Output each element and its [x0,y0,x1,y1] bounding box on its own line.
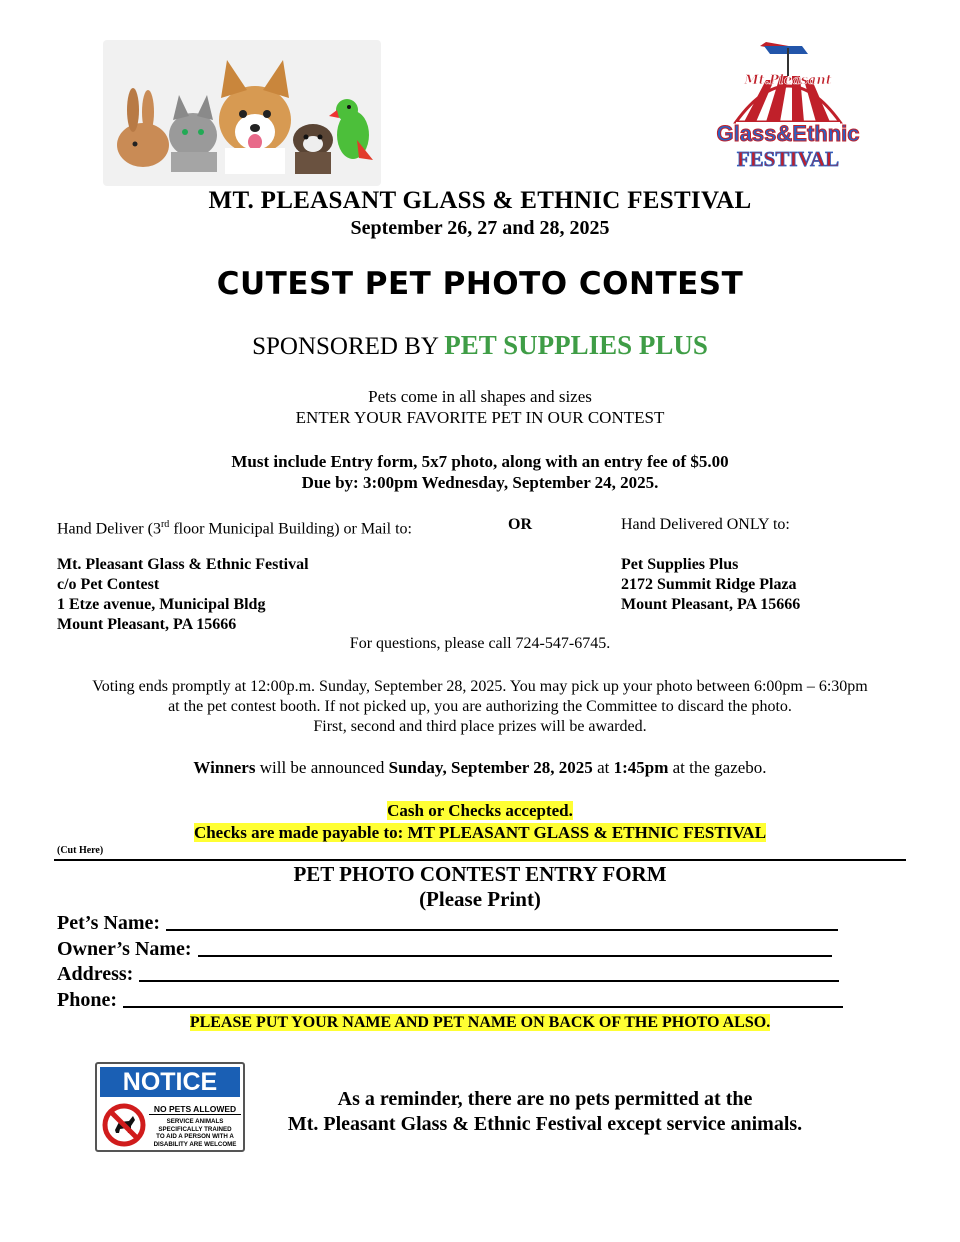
entry-form-heading [0,862,960,912]
service-line: DISABILITY ARE WELCOME [153,1140,237,1148]
logo-line3: FESTIVAL [736,147,840,171]
entry-form-title: PET PHOTO CONTEST ENTRY FORM [293,862,667,886]
notice-heading: NOTICE [100,1067,240,1097]
pets-image [103,40,381,186]
winners-text: at [592,758,614,777]
no-pets-notice-sign [95,1062,245,1152]
address-label: Address: [57,963,134,985]
festival-logo [708,40,873,180]
service-animals-text [149,1118,241,1148]
reminder-line-2: Mt. Pleasant Glass & Ethnic Festival except service animals. [287,1113,803,1135]
or-label: OR [508,516,532,533]
phone-line[interactable] [123,1006,843,1008]
service-line: SERVICE ANIMALS [166,1118,224,1125]
address-line: Pet Supplies Plus [621,556,739,573]
contest-title: CUTEST PET PHOTO CONTEST [216,266,744,302]
mail-address [57,555,309,635]
pet-name-label: Pet’s Name: [57,912,161,934]
requirements-text [0,451,960,493]
owner-name-label: Owner’s Name: [57,938,192,960]
owner-name-field[interactable] [57,938,832,961]
store-address [621,555,800,615]
payment-info [0,800,960,844]
sponsor-line [0,330,960,361]
service-line: TO AID A PERSON WITH A [156,1133,234,1140]
intro-line-1: Pets come in all shapes and sizes [368,387,592,406]
winners-word: Winners [193,758,256,777]
sponsored-by-prefix: SPONSORED BY [252,333,439,360]
winners-text: will be announced [255,758,389,777]
address-line: Mount Pleasant, PA 15666 [57,616,237,633]
winners-text: at the gazebo. [668,758,767,777]
left-heading-sup: rd [160,519,170,530]
voting-text [0,677,960,737]
service-line: SPECIFICALLY TRAINED [158,1125,232,1133]
winners-announcement [0,758,960,778]
payment-line-2: Checks are made payable to: MT PLEASANT GLASS & ETHNIC FESTIVAL [193,823,767,842]
address-field[interactable] [57,963,839,986]
cut-line [54,859,906,861]
dog-icon [219,60,291,174]
intro-text [0,386,960,428]
winners-time: 1:45pm [613,758,669,777]
requirements-line-1: Must include Entry form, 5x7 photo, along with an entry fee of $5.00 [231,452,729,471]
photo-back-note [0,1014,960,1032]
owner-name-line[interactable] [198,955,832,957]
kitten-icon [169,95,217,172]
festival-title: MT. PLEASANT GLASS & ETHNIC FESTIVAL [208,187,752,214]
no-dog-icon [101,1102,147,1153]
cut-here-label: (Cut Here) [57,845,104,856]
sponsor-name: PET SUPPLIES PLUS [444,330,708,360]
reminder-line-1: As a reminder, there are no pets permitted at the [337,1088,753,1110]
questions-phone: For questions, please call 724-547-6745. [349,635,611,652]
winners-date: Sunday, September 28, 2025 [388,758,593,777]
photo-back-note-text: PLEASE PUT YOUR NAME AND PET NAME ON BACK OF THE PHOTO ALSO. [189,1014,771,1031]
voting-line-1: Voting ends promptly at 12:00p.m. Sunday, September 28, 2025. You may pick up your photo between 6:00pm – 6:30pm [92,678,868,695]
address-line: Mt. Pleasant Glass & Ethnic Festival [57,556,309,573]
pet-name-field[interactable] [57,912,838,935]
left-heading-part-b: floor Municipal Building) or Mail to: [169,520,412,538]
phone-label: Phone: [57,989,117,1011]
requirements-line-2: Due by: 3:00pm Wednesday, September 24, 2025. [301,473,659,492]
intro-line-2: ENTER YOUR FAVORITE PET IN OUR CONTEST [295,408,665,427]
logo-line1: Mt.Pleasant [744,73,832,88]
delivery-left-heading [57,515,412,539]
no-pets-allowed-text: NO PETS ALLOWED [149,1104,241,1115]
pet-name-line[interactable] [166,929,838,931]
ferret-icon [293,124,333,174]
reminder-text [230,1087,860,1137]
payment-line-1: Cash or Checks accepted. [387,801,573,820]
address-line: 1 Etze avenue, Municipal Bldg [57,596,266,613]
voting-line-2: at the pet contest booth. If not picked up, you are authorizing the Committee to discard the photo. [168,698,792,715]
address-line: c/o Pet Contest [57,576,160,593]
entry-form-subtitle: (Please Print) [419,887,541,911]
address-line: Mount Pleasant, PA 15666 [621,596,801,613]
left-heading-part-a: Hand Deliver (3 [57,520,161,538]
logo-line2: Glass&Ethnic [716,121,860,146]
delivery-right-heading: Hand Delivered ONLY to: [621,516,790,533]
rabbit-icon [117,88,169,167]
festival-dates: September 26, 27 and 28, 2025 [350,217,610,239]
parrot-icon [329,99,373,160]
address-line[interactable] [139,980,839,982]
phone-field[interactable] [57,989,843,1012]
address-line: 2172 Summit Ridge Plaza [621,576,797,593]
voting-line-3: First, second and third place prizes will be awarded. [313,718,647,735]
